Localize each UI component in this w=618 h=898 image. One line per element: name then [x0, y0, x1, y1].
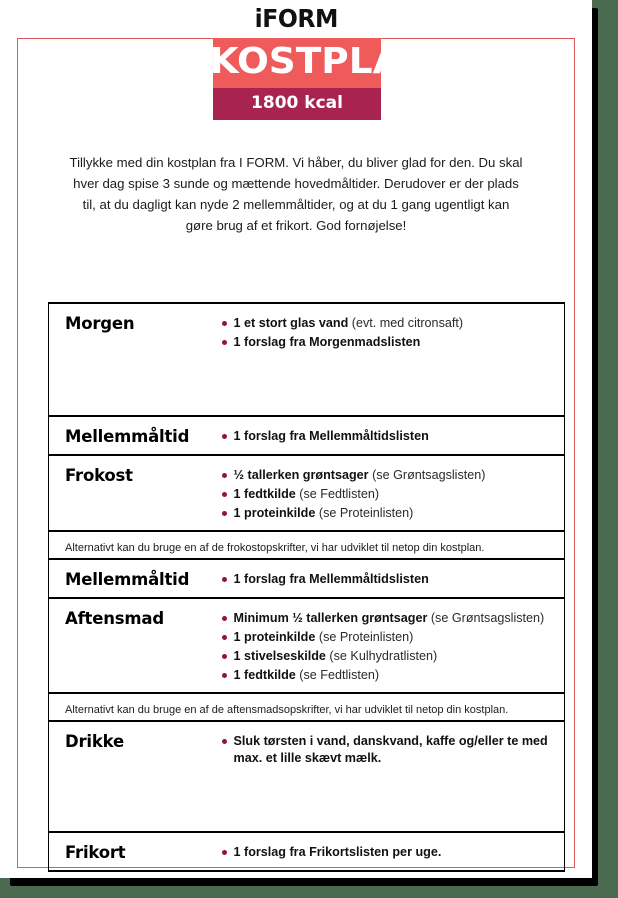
table-row-note	[49, 693, 565, 721]
meal-content-cell	[221, 721, 565, 832]
table-row-note	[49, 531, 565, 559]
table-row	[49, 455, 565, 531]
meal-content-cell	[221, 559, 565, 598]
item-main: 1 proteinkilde	[233, 630, 319, 644]
meal-label-cell	[49, 455, 221, 531]
list-item	[221, 648, 555, 665]
intro-paragraph: Tillykke med din kostplan fra I FORM. Vi håber, du bliver glad for den. Du skal hver dag spise 3 sunde og mættende hovedmåltider. Derudover er der plads til, at du dagligt kan nyde 2 mellemmåltider, og at du 1 gang ugentligt kan gøre brug af et frikort. God fornøjelse!	[69, 155, 523, 233]
meal-name: Mellemmåltid	[65, 570, 190, 589]
item-ref: (se Proteinlisten)	[318, 630, 414, 644]
iform-logo: iFORM	[254, 4, 338, 33]
meal-label-cell	[49, 721, 221, 832]
meal-name: Mellemmåltid	[65, 427, 190, 446]
list-item	[221, 486, 555, 503]
list-item	[221, 334, 555, 351]
meal-name: Drikke	[65, 732, 124, 751]
table-row	[49, 832, 565, 871]
banner-kcal-label: 1800 kcal	[251, 93, 343, 113]
meal-item-list	[221, 610, 555, 684]
meal-content-cell	[221, 832, 565, 871]
banner-title-block	[209, 38, 433, 88]
kostplan-banner	[209, 38, 433, 120]
item-ref: (se Grøntsagslisten)	[430, 611, 545, 625]
list-item	[221, 667, 555, 684]
item-ref: (se Grøntsagslisten)	[372, 468, 486, 482]
item-main: Sluk tørsten i vand, danskvand, kaffe og/eller te med max. et lille skævt mælk.	[233, 734, 548, 765]
banner-kcal-block	[213, 88, 381, 120]
list-item	[221, 733, 555, 767]
table-row	[49, 559, 565, 598]
meal-content-cell	[221, 416, 565, 455]
item-main: 1 fedtkilde	[233, 487, 300, 501]
item-main: ½ tallerken grøntsager	[233, 468, 373, 482]
item-main: 1 stivelseskilde	[233, 649, 330, 663]
meal-item-list	[221, 315, 555, 351]
row-spacer	[221, 353, 555, 409]
meal-name: Morgen	[65, 314, 135, 333]
list-item	[221, 844, 555, 861]
meal-name: Frikort	[65, 843, 126, 862]
item-main: 1 fedtkilde	[233, 668, 300, 682]
meal-plan-table	[48, 302, 565, 872]
item-ref: (se Fedtlisten)	[299, 668, 380, 682]
item-main: Minimum ½ tallerken grøntsager	[233, 611, 431, 625]
list-item	[221, 505, 555, 522]
item-main: 1 proteinkilde	[233, 506, 319, 520]
list-item	[221, 571, 555, 588]
meal-content-cell	[221, 598, 565, 693]
meal-label-cell	[49, 598, 221, 693]
item-main: 1 et stort glas vand	[233, 316, 352, 330]
alternative-note: Alternativt kan du bruge en af de frokostopskrifter, vi har udviklet til netop din kostplan.	[65, 542, 485, 554]
item-main: 1 forslag fra Mellemmåltidslisten	[233, 572, 429, 586]
alternative-note: Alternativt kan du bruge en af de aftensmadsopskrifter, vi har udviklet til netop din kostplan.	[65, 704, 509, 716]
table-row	[49, 416, 565, 455]
banner-title: KOSTPLAN	[209, 41, 433, 82]
table-row	[49, 598, 565, 693]
item-ref: (se Kulhydratlisten)	[329, 649, 438, 663]
masthead	[0, 4, 592, 33]
list-item	[221, 315, 555, 332]
item-ref: (se Proteinlisten)	[318, 506, 414, 520]
item-ref: (se Fedtlisten)	[299, 487, 380, 501]
meal-item-list	[221, 733, 555, 767]
list-item	[221, 428, 555, 445]
list-item	[221, 610, 555, 627]
meal-label-cell	[49, 416, 221, 455]
list-item	[221, 467, 555, 484]
meal-item-list	[221, 428, 555, 445]
meal-name: Aftensmad	[65, 609, 164, 628]
meal-label-cell	[49, 832, 221, 871]
meal-item-list	[221, 467, 555, 522]
meal-content-cell	[221, 303, 565, 416]
meal-item-list	[221, 571, 555, 588]
table-row	[49, 303, 565, 416]
item-main: 1 forslag fra Frikortslisten per uge.	[233, 845, 442, 859]
meal-label-cell	[49, 303, 221, 416]
meal-content-cell	[221, 455, 565, 531]
table-row	[49, 721, 565, 832]
meal-plan-body	[49, 303, 565, 871]
item-main: 1 forslag fra Morgenmadslisten	[233, 335, 421, 349]
meal-item-list	[221, 844, 555, 861]
meal-name: Frokost	[65, 466, 133, 485]
item-ref: (evt. med citronsaft)	[351, 316, 464, 330]
item-main: 1 forslag fra Mellemmåltidslisten	[233, 429, 429, 443]
row-spacer	[221, 769, 555, 825]
meal-label-cell	[49, 559, 221, 598]
list-item	[221, 629, 555, 646]
